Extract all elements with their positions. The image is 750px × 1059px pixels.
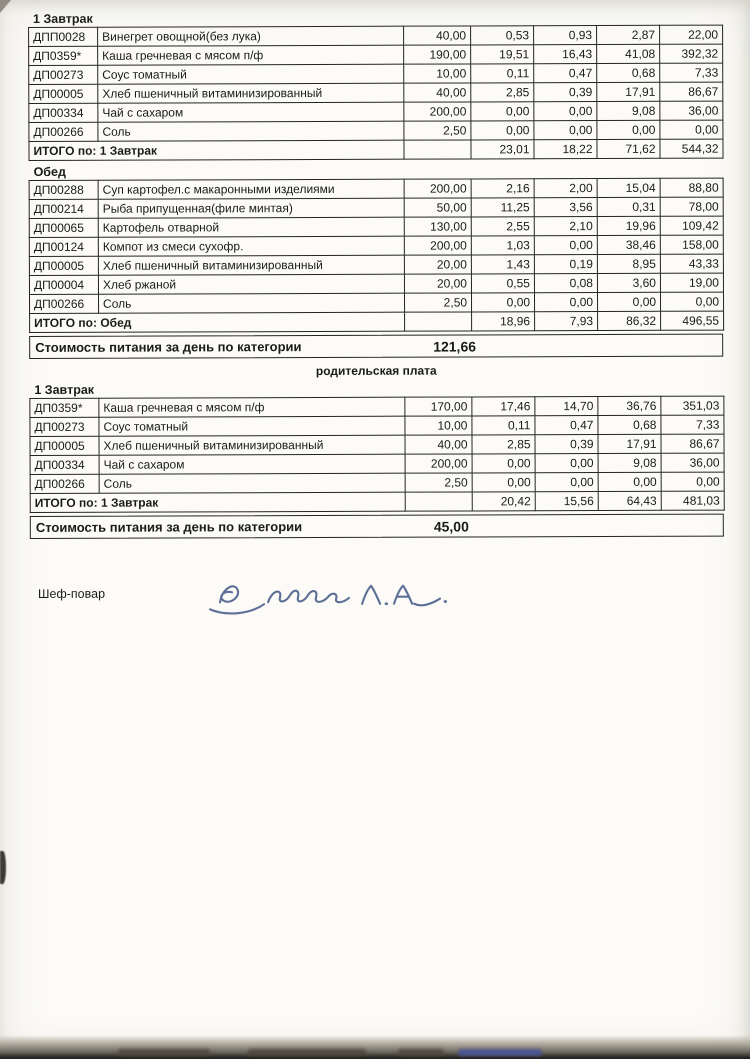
- item-value: 0,68: [598, 415, 661, 434]
- item-code: ДП00334: [30, 455, 99, 474]
- chef-label: Шеф-повар: [38, 586, 106, 601]
- item-value: 351,03: [661, 396, 724, 415]
- total-value: 23,01: [471, 140, 534, 159]
- item-qty: 170,00: [405, 397, 472, 416]
- table-row: [29, 63, 723, 84]
- total-value: 20,42: [472, 492, 535, 511]
- item-value: 15,04: [597, 178, 660, 197]
- scan-smudge: [248, 1049, 366, 1056]
- total-qty-empty: [404, 140, 471, 159]
- item-qty: 20,00: [404, 274, 471, 293]
- item-code: ДП00214: [29, 199, 98, 218]
- item-value: 1,43: [471, 255, 534, 274]
- item-value: 78,00: [660, 197, 723, 216]
- item-name: Соус томатный: [98, 64, 404, 84]
- item-qty: 40,00: [404, 26, 471, 45]
- item-value: 2,85: [471, 83, 534, 102]
- item-qty: 200,00: [404, 179, 471, 198]
- item-value: 38,46: [597, 235, 660, 254]
- item-value: 0,00: [534, 121, 597, 140]
- table-row: [29, 82, 723, 103]
- item-value: 22,00: [660, 25, 723, 44]
- total-value: 18,96: [472, 312, 535, 331]
- total-value: 496,55: [661, 311, 724, 330]
- item-code: ДП0359*: [29, 46, 98, 65]
- item-value: 0,00: [597, 120, 660, 139]
- item-value: 36,00: [660, 101, 723, 120]
- table-row: [30, 292, 724, 313]
- item-value: 8,95: [597, 254, 660, 273]
- item-name: Чай с сахаром: [98, 102, 404, 122]
- total-value: 86,32: [598, 311, 661, 330]
- total-value: 481,03: [661, 491, 724, 510]
- item-code: ДП00005: [29, 84, 98, 103]
- day-cost-row: [30, 514, 724, 539]
- total-label: ИТОГО по: Обед: [30, 312, 405, 332]
- item-value: 17,91: [598, 434, 661, 453]
- item-qty: 10,00: [405, 416, 472, 435]
- item-value: 0,39: [535, 435, 598, 454]
- item-value: 0,47: [534, 64, 597, 83]
- item-qty: 10,00: [404, 64, 471, 83]
- day-cost-label: Стоимость питания за день по категории: [35, 339, 302, 355]
- menu-table: [29, 178, 725, 333]
- scan-smudge-blue: [458, 1049, 542, 1056]
- item-name: Хлеб пшеничный витаминизированный: [98, 83, 404, 103]
- item-code: ДП00124: [29, 237, 98, 256]
- day-cost-row: [29, 334, 723, 359]
- table-row: [30, 415, 724, 436]
- item-code: ДП00266: [30, 474, 99, 493]
- total-qty-empty: [405, 492, 472, 511]
- item-name: Соус томатный: [99, 416, 405, 436]
- table-row: [29, 197, 723, 218]
- item-value: 0,00: [660, 120, 723, 139]
- meal-title: Обед: [33, 164, 66, 179]
- item-value: 0,00: [597, 292, 660, 311]
- scanned-page: [28, 6, 724, 639]
- item-value: 0,00: [472, 473, 535, 492]
- item-value: 86,67: [660, 82, 723, 101]
- item-code: ДП00005: [29, 256, 98, 275]
- item-value: 0,11: [472, 416, 535, 435]
- item-code: ДП00065: [29, 218, 98, 237]
- day-cost-value: 121,66: [433, 337, 477, 355]
- total-value: 544,32: [660, 139, 723, 158]
- table-row: [29, 101, 723, 122]
- item-name: Соль: [99, 473, 405, 493]
- item-value: 19,96: [597, 216, 660, 235]
- item-name: Хлеб пшеничный витаминизированный: [99, 435, 405, 455]
- scan-artifact-corner: [0, 0, 11, 13]
- scan-smudge: [398, 1049, 444, 1056]
- item-value: 0,19: [534, 255, 597, 274]
- item-code: ДП00288: [29, 180, 98, 199]
- total-label: ИТОГО по: 1 Завтрак: [30, 492, 405, 512]
- item-code: ДП00273: [30, 417, 99, 436]
- total-row: [30, 491, 724, 512]
- item-name: Хлеб ржаной: [98, 274, 404, 294]
- total-value: 71,62: [597, 139, 660, 158]
- day-cost-label: Стоимость питания за день по категории: [35, 519, 303, 535]
- item-value: 14,70: [535, 397, 598, 416]
- item-value: 17,91: [597, 82, 660, 101]
- item-code: ДП00005: [30, 436, 99, 455]
- total-row: [30, 311, 724, 332]
- item-qty: 130,00: [404, 217, 471, 236]
- menu-table: [29, 396, 724, 513]
- table-row: [29, 216, 723, 237]
- total-value: 15,56: [535, 492, 598, 511]
- item-value: 88,80: [660, 178, 723, 197]
- item-value: 2,87: [597, 25, 660, 44]
- item-value: 0,08: [534, 274, 597, 293]
- table-row: [29, 44, 723, 65]
- total-qty-empty: [405, 312, 472, 331]
- item-name: Хлеб пшеничный витаминизированный: [98, 255, 404, 275]
- item-name: Чай с сахаром: [99, 454, 405, 474]
- day-cost-value: 45,00: [433, 517, 469, 535]
- item-code: ДП00266: [29, 122, 98, 141]
- item-value: 36,00: [661, 453, 724, 472]
- scan-artifact-left-edge: [0, 851, 6, 884]
- item-value: 41,08: [597, 44, 660, 63]
- table-row: [30, 472, 724, 493]
- item-value: 0,11: [471, 64, 534, 83]
- table-row: [29, 254, 723, 275]
- item-value: 0,00: [534, 236, 597, 255]
- item-value: 19,51: [471, 45, 534, 64]
- item-value: 0,00: [535, 473, 598, 492]
- item-value: 9,08: [598, 453, 661, 472]
- item-code: ДП00004: [29, 275, 98, 294]
- item-value: 7,33: [660, 63, 723, 82]
- item-code: ДПП0028: [29, 27, 98, 46]
- item-value: 2,55: [471, 217, 534, 236]
- item-value: 0,93: [534, 26, 597, 45]
- item-qty: 40,00: [404, 83, 471, 102]
- total-value: 64,43: [598, 491, 661, 510]
- item-qty: 2,50: [404, 293, 471, 312]
- item-name: Соль: [98, 293, 404, 313]
- item-qty: 200,00: [404, 236, 471, 255]
- item-qty: 2,50: [405, 473, 472, 492]
- scan-smudge: [118, 1049, 210, 1056]
- item-name: Соль: [98, 121, 404, 141]
- item-value: 0,31: [597, 197, 660, 216]
- item-value: 2,85: [472, 435, 535, 454]
- item-value: 16,43: [534, 45, 597, 64]
- item-value: 9,08: [597, 101, 660, 120]
- total-value: 7,93: [535, 312, 598, 331]
- item-value: 2,00: [534, 179, 597, 198]
- item-value: 0,00: [661, 472, 724, 491]
- meal-title: 1 Завтрак: [34, 382, 95, 397]
- scan-artifact-bottom-band: [0, 1035, 750, 1059]
- item-name: Каша гречневая с мясом п/ф: [99, 397, 405, 417]
- item-name: Картофель отварной: [98, 217, 404, 237]
- table-row: [30, 434, 724, 455]
- item-code: ДП00266: [30, 294, 99, 313]
- item-value: 0,68: [597, 63, 660, 82]
- item-code: ДП0359*: [30, 398, 99, 417]
- item-value: 0,00: [472, 454, 535, 473]
- item-value: 17,46: [472, 397, 535, 416]
- table-row: [30, 453, 724, 474]
- item-value: 158,00: [660, 235, 723, 254]
- category-block-common: [28, 10, 723, 359]
- item-value: 2,10: [534, 217, 597, 236]
- item-qty: 2,50: [404, 121, 471, 140]
- item-qty: 200,00: [404, 102, 471, 121]
- chef-signature-row: [30, 557, 724, 639]
- table-row: [29, 178, 723, 199]
- item-name: Винегрет овощной(без лука): [98, 26, 404, 46]
- menu-table: [28, 25, 723, 161]
- item-qty: 40,00: [405, 435, 472, 454]
- item-value: 0,00: [598, 472, 661, 491]
- item-value: 0,00: [660, 292, 723, 311]
- item-value: 0,00: [471, 293, 534, 312]
- meal-title: 1 Завтрак: [33, 11, 93, 26]
- item-name: Суп картофел.с макаронными изделиями: [98, 179, 404, 199]
- item-value: 0,00: [535, 454, 598, 473]
- item-value: 0,39: [534, 83, 597, 102]
- item-qty: 190,00: [404, 45, 471, 64]
- item-value: 3,56: [534, 198, 597, 217]
- table-row: [29, 25, 723, 46]
- item-value: 0,00: [471, 121, 534, 140]
- item-name: Компот из смеси сухофр.: [98, 236, 404, 256]
- item-value: 0,00: [534, 293, 597, 312]
- item-value: 3,60: [597, 273, 660, 292]
- item-name: Рыба припущенная(филе минтая): [98, 198, 404, 218]
- item-value: 0,53: [471, 26, 534, 45]
- item-value: 0,55: [471, 274, 534, 293]
- item-qty: 200,00: [405, 454, 472, 473]
- item-value: 19,00: [660, 273, 723, 292]
- item-value: 392,32: [660, 44, 723, 63]
- category-header: родительская плата: [315, 363, 437, 378]
- total-label: ИТОГО по: 1 Завтрак: [29, 140, 404, 160]
- table-row: [30, 396, 724, 417]
- category-block-parent-pay: [29, 381, 724, 539]
- item-value: 86,67: [661, 434, 724, 453]
- chef-signature-icon: [202, 560, 452, 627]
- item-value: 7,33: [661, 415, 724, 434]
- item-name: Каша гречневая с мясом п/ф: [98, 45, 404, 65]
- table-row: [29, 273, 723, 294]
- item-qty: 50,00: [404, 198, 471, 217]
- item-value: 0,00: [471, 102, 534, 121]
- item-code: ДП00273: [29, 65, 98, 84]
- item-value: 2,16: [471, 179, 534, 198]
- item-qty: 20,00: [404, 255, 471, 274]
- table-row: [29, 120, 723, 141]
- total-value: 18,22: [534, 140, 597, 159]
- item-value: 0,47: [535, 416, 598, 435]
- item-value: 43,33: [660, 254, 723, 273]
- item-code: ДП00334: [29, 103, 98, 122]
- item-value: 11,25: [471, 198, 534, 217]
- item-value: 1,03: [471, 236, 534, 255]
- table-row: [29, 235, 723, 256]
- item-value: 109,42: [660, 216, 723, 235]
- item-value: 36,76: [598, 396, 661, 415]
- item-value: 0,00: [534, 102, 597, 121]
- total-row: [29, 139, 723, 160]
